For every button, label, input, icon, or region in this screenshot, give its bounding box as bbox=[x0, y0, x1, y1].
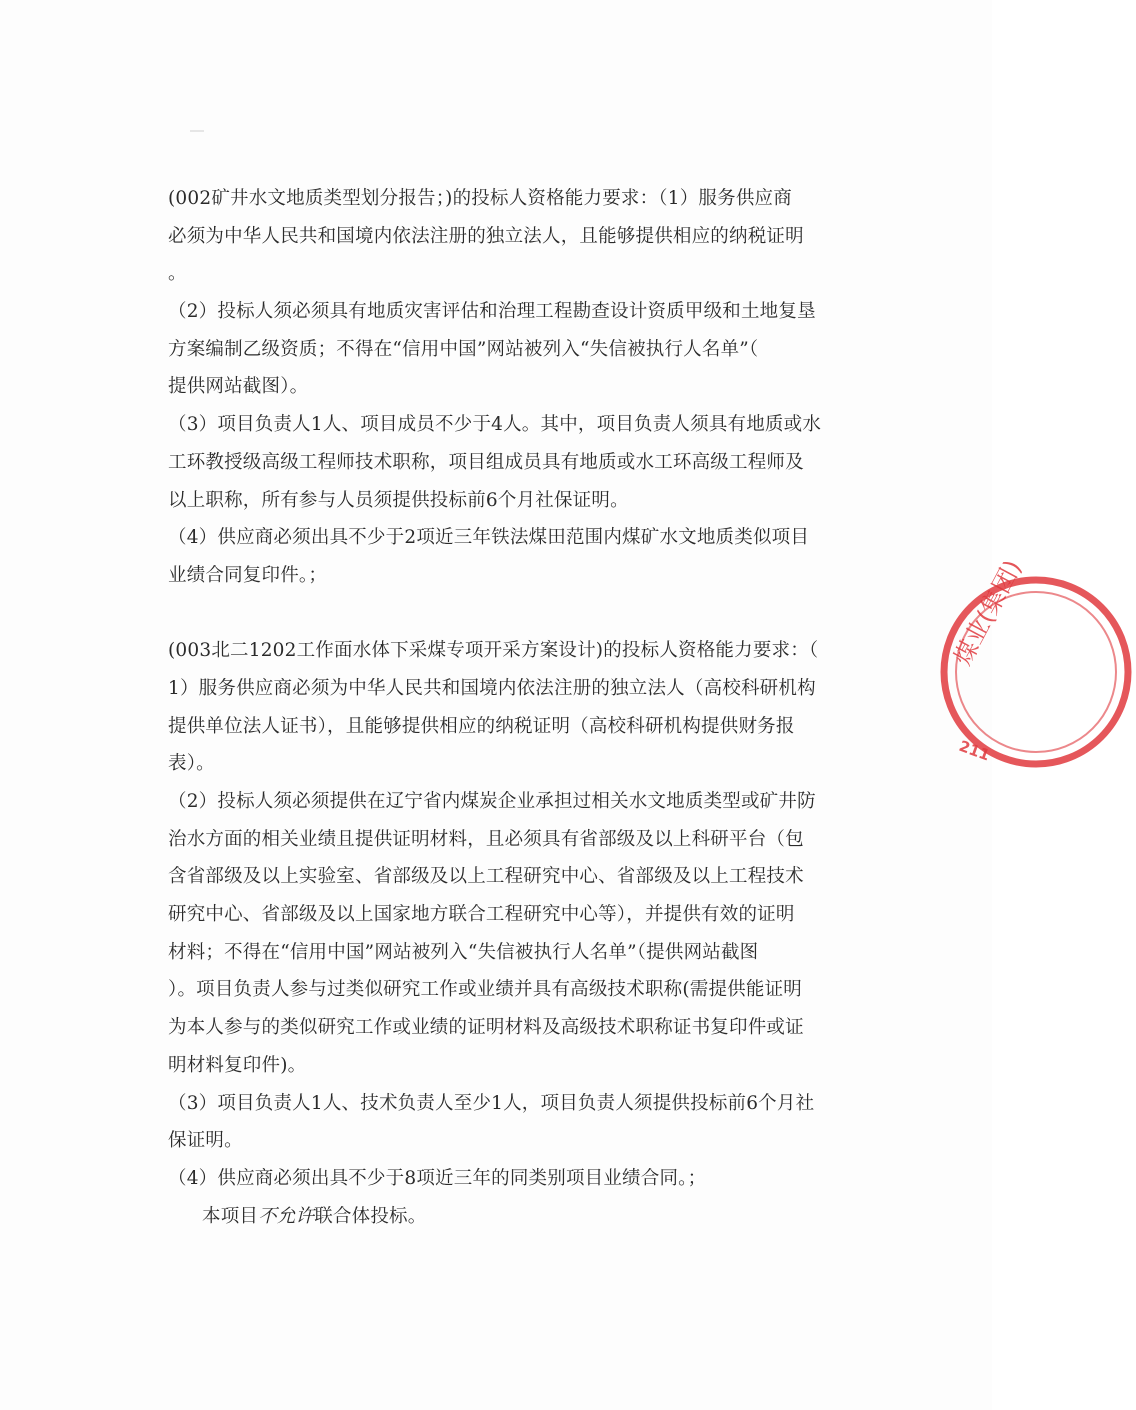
company-seal-stamp bbox=[936, 555, 1136, 772]
section-003-line: （2）投标人须必须提供在辽宁省内煤炭企业承担过相关水文地质类型或矿井防 bbox=[168, 791, 816, 812]
document-body bbox=[168, 180, 830, 1235]
section-002-line: 业绩合同复印件。； bbox=[168, 564, 328, 586]
section-002-line: （4）供应商必须出具不少于2项近三年铁法煤田范围内煤矿水文地质类似项目 bbox=[168, 527, 810, 549]
section-003-line: （4）供应商必须出具不少于8项近三年的同类别项目业绩合同。； bbox=[168, 1167, 707, 1189]
closing-prefix: 本项目 bbox=[202, 1205, 259, 1227]
section-002-line: （2）投标人须必须具有地质灾害评估和治理工程勘查设计资质甲级和土地复垦 bbox=[168, 301, 816, 323]
section-003-line: 明材料复印件)。 bbox=[168, 1054, 307, 1076]
section-003-line: 含省部级及以上实验室、省部级及以上工程研究中心、省部级及以上工程技术 bbox=[168, 866, 804, 888]
section-002-line: 。 bbox=[168, 263, 187, 285]
section-003-line: 表）。 bbox=[168, 753, 215, 775]
section-002-line: 必须为中华人民共和国境内依法注册的独立法人，且能够提供相应的纳税证明 bbox=[168, 225, 804, 247]
seal-outer-ring bbox=[944, 580, 1128, 764]
section-003-line: 提供单位法人证书），且能够提供相应的纳税证明（高校科研机构提供财务报 bbox=[168, 715, 795, 737]
scan-speck bbox=[190, 130, 204, 132]
section-003-line: (003北二1202工作面水体下采煤专项开采方案设计)的投标人资格能力要求：（ bbox=[168, 640, 819, 662]
section-003-line: ）。项目负责人参与过类似研究工作或业绩并具有高级技术职称(需提供能证明 bbox=[168, 979, 802, 1001]
section-002-line: 工环教授级高级工程师技术职称，项目组成员具有地质或水工环高级工程师及 bbox=[168, 451, 804, 473]
closing-suffix: 联合体投标。 bbox=[314, 1205, 427, 1227]
section-003-line: （3）项目负责人1人、技术负责人至少1人，项目负责人须提供投标前6个月社 bbox=[168, 1092, 815, 1114]
section-gap bbox=[168, 595, 830, 633]
section-003-line: 治水方面的相关业绩且提供证明材料，且必须具有省部级及以上科研平台（包 bbox=[168, 828, 804, 850]
closing-statement bbox=[168, 1198, 830, 1236]
section-002-line: 以上职称，所有参与人员须提供投标前6个月社保证明。 bbox=[168, 489, 629, 511]
section-002-line: （3）项目负责人1人、项目成员不少于4人。其中，项目负责人须具有地质或水 bbox=[168, 414, 822, 436]
section-002-line: (002矿井水文地质类型划分报告；)的投标人资格能力要求：（1）服务供应商 bbox=[168, 188, 792, 209]
seal-text: 煤业(集团) bbox=[948, 555, 1028, 670]
section-002-line: 方案编制乙级资质；不得在“信用中国”网站被列入“失信被执行人名单”（ bbox=[168, 338, 759, 360]
section-003-line: 材料；不得在“信用中国”网站被列入“失信被执行人名单”（提供网站截图 bbox=[168, 941, 759, 963]
section-003-line: 1）服务供应商必须为中华人民共和国境内依法注册的独立法人（高校科研机构 bbox=[168, 677, 816, 699]
section-003-line: 为本人参与的类似研究工作或业绩的证明材料及高级技术职称证书复印件或证 bbox=[168, 1017, 804, 1039]
section-003-line: 保证明。 bbox=[168, 1130, 243, 1152]
section-002-line: 提供网站截图）。 bbox=[168, 376, 309, 398]
seal-number: 211 bbox=[956, 736, 993, 765]
section-003-line: 研究中心、省部级及以上国家地方联合工程研究中心等），并提供有效的证明 bbox=[168, 904, 795, 926]
closing-emphasis: 不允许 bbox=[258, 1205, 315, 1227]
